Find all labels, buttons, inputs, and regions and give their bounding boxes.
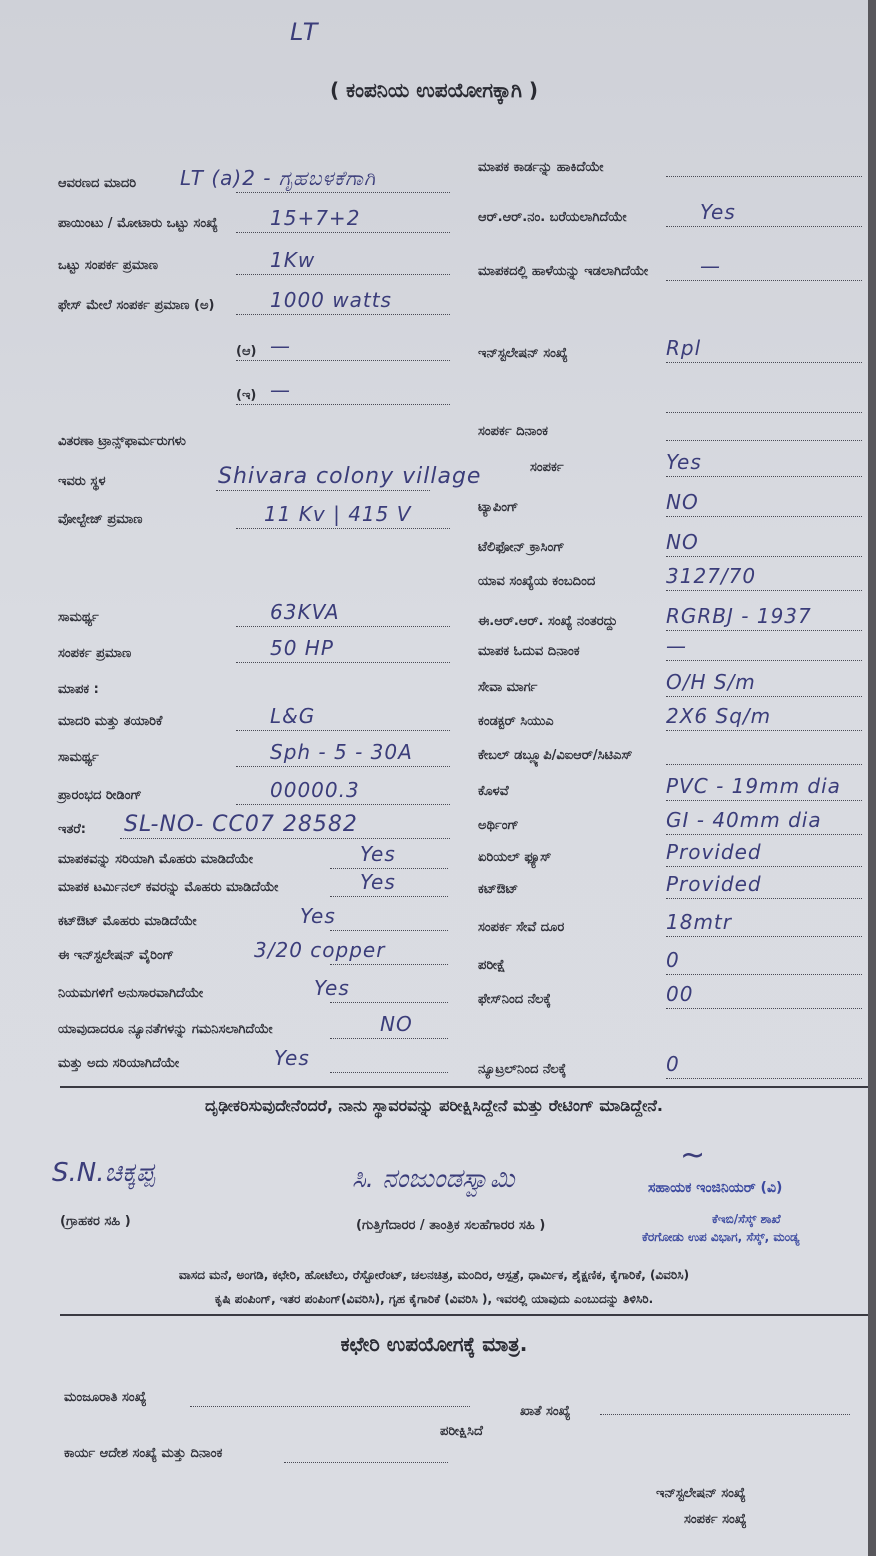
left-field-value: 63KVA [270,600,340,624]
right-field-label: ಕೊಳವೆ [478,784,509,799]
left-field-value: 3/20 copper [254,938,386,962]
fill-in-line [330,930,448,931]
left-field-label: ಪಾಯಿಂಟು / ಮೋಟಾರು ಒಟ್ಟು ಸಂಖ್ಯೆ [58,216,218,231]
left-field-value: 1000 watts [270,288,392,312]
left-field-label: ಮಾಪಕ : [58,682,99,697]
left-field-label: ಮತ್ತು ಅದು ಸರಿಯಾಗಿದೆಯೇ [58,1056,180,1071]
right-field-label: ಮಾಪಕದಲ್ಲಿ ಹಾಳೆಯನ್ನು ಇಡಲಾಗಿದೆಯೇ [478,264,649,279]
left-field-value: Yes [314,976,350,1000]
fill-in-line [666,974,862,975]
fill-in-line [236,528,450,529]
fill-in-line [666,556,862,557]
right-field-value: 3127/70 [666,564,757,588]
divider [60,1086,868,1088]
right-field-value: — [700,254,721,278]
left-field-label: ಇತರೆ: [58,822,86,837]
left-field-label: ಸಾಮರ್ಥ್ಯ [58,750,99,765]
fill-in-line [666,834,862,835]
fill-in-line [216,490,430,491]
left-field-label: ಇವರು ಸ್ಥಳ [58,474,106,489]
right-field-label: ಸಂಪರ್ಕ ಸೇವೆ ದೂರ [478,920,565,935]
engineer-signature: ~ [680,1138,706,1173]
work-order-line [284,1462,448,1463]
page-edge-shadow [868,0,876,1556]
fill-in-line [236,314,450,315]
right-field-value: 00 [666,982,694,1006]
left-field-value: 11 Kv | 415 V [264,502,412,526]
right-field-label: ಮಾಪಕ ಕಾರ್ಡನ್ನು ಹಾಕಿದೆಯೇ [478,160,604,175]
left-field-label: ಕಟ್‌ಔಟ್ ಮೊಹರು ಮಾಡಿದೆಯೇ [58,914,197,929]
sanction-number-line [190,1406,470,1407]
left-field-label: ಯಾವುದಾದರೂ ನ್ಯೂನತೆಗಳನ್ನು ಗಮನಿಸಲಾಗಿದೆಯೇ [58,1022,273,1037]
right-field-value: Provided [666,872,762,896]
fill-in-line [236,404,450,405]
right-field-value: GI - 40mm dia [666,808,822,832]
fill-in-line [666,660,862,661]
fill-in-line [666,176,862,177]
right-field-value: 0 [666,1052,680,1076]
right-field-label: ಸೇವಾ ಮಾರ್ಗ [478,680,538,695]
fill-in-line [236,626,450,627]
fill-in-line [330,868,448,869]
left-field-label: ಸಂಪರ್ಕ ಪ್ರಮಾಣ [58,646,132,661]
stamp-line-3: ಕೆರಗೋಡು ಉಪ ವಿಭಾಗ, ಸೆಸ್ಕ್, ಮಂಡ್ಯ [642,1230,800,1244]
fill-in-line [330,896,448,897]
right-field-label: ಸಂಪರ್ಕ [530,460,564,475]
note-line-2: ಕೃಷಿ ಪಂಪಿಂಗ್, ಇತರ ಪಂಪಿಂಗ್(ವಿವರಿಸಿ), ಗೃಹ ಕೈಗಾರಿಕೆ (ವಿವರಿಸಿ ), ಇವರಲ್ಲಿ ಯಾವುದು ಎಂಬುದನ್ನು ತಿಳಿಸಿರಿ. [214,1292,654,1306]
right-field-value: 18mtr [666,910,732,934]
right-field-value: Yes [666,450,702,474]
fill-in-line [666,412,862,413]
right-field-label: ಫೇಸ್‌ನಿಂದ ನೆಲಕ್ಕೆ [478,992,551,1007]
fill-in-line [330,1038,448,1039]
fill-in-line [666,898,862,899]
right-field-label: ಕಂಡಕ್ಟರ್ ಸಿಯುಎ [478,714,554,729]
right-field-value: RGRBJ - 1937 [666,604,812,628]
fill-in-line [120,838,450,839]
fill-in-line [666,730,862,731]
fill-in-line [330,964,448,965]
left-field-label: ಮಾಪಕ ಟರ್ಮಿನಲ್ ಕವರನ್ನು ಮೊಹರು ಮಾಡಿದೆಯೇ [58,880,279,895]
right-field-label: ಟ್ಯಾಪಿಂಗ್ [478,500,519,515]
connection-number-label: ಸಂಪರ್ಕ ಸಂಖ್ಯೆ [684,1512,747,1527]
fill-in-line [236,804,450,805]
right-field-label: ಮಾಪಕ ಓದುವ ದಿನಾಂಕ [478,644,580,659]
fill-in-line [666,226,862,227]
fill-in-line [666,800,862,801]
left-field-value: LT (a)2 - ಗೃಹಬಳಕೆಗಾಗಿ [180,166,376,190]
contractor-signature: ಸಿ. ನಂಜುಂಡಸ್ವಾಮಿ [352,1164,515,1194]
left-field-label: ಆವರಣದ ಮಾದರಿ [58,176,137,191]
left-field-value: Yes [300,904,336,928]
right-field-label: ಪರೀಕ್ಷೆ [478,958,506,973]
fill-in-line [236,730,450,731]
right-field-value: — [666,634,687,658]
fill-in-line [236,766,450,767]
right-field-value: 2X6 Sq/m [666,704,772,728]
right-field-value: Rpl [666,336,702,360]
customer-signature: S.N.ಚಿಕ್ಕಪ್ಪ [52,1158,155,1188]
left-field-label: ವೋಲ್ಟೇಜ್ ಪ್ರಮಾಣ [58,512,143,527]
left-field-label: ಪ್ರಾರಂಭದ ರೀಡಿಂಗ್ [58,788,142,803]
fill-in-line [666,696,862,697]
right-field-value: NO [666,490,699,514]
left-field-value: SL-NO- CC07 28582 [124,812,358,837]
installation-number-label: ಇನ್‌ಸ್ಟಲೇಷನ್ ಸಂಖ್ಯೆ [656,1486,746,1501]
left-field-value: — [270,378,291,402]
left-field-label: ಮಾಪಕವನ್ನು ಸರಿಯಾಗಿ ಮೊಹರು ಮಾಡಿದೆಯೇ [58,852,253,867]
lt-mark: LT [290,18,319,46]
right-field-label: ನ್ಯೂಟ್ರಲ್‌ನಿಂದ ನೆಲಕ್ಕೆ [478,1062,567,1077]
left-field-value: Sph - 5 - 30A [270,740,413,764]
office-heading: ಕಛೇರಿ ಉಪಯೋಗಕ್ಕೆ ಮಾತ್ರ. [340,1332,528,1356]
account-number-label: ಖಾತೆ ಸಂಖ್ಯೆ [520,1404,571,1419]
customer-caption: (ಗ್ರಾಹಕರ ಸಹಿ ) [60,1214,131,1229]
left-field-label: ನಿಯಮಗಳಿಗೆ ಅನುಸಾರವಾಗಿದೆಯೇ [58,986,204,1001]
sanction-number-label: ಮಂಜೂರಾತಿ ಸಂಖ್ಯೆ [64,1390,147,1405]
left-field-label: ವಿತರಣಾ ಟ್ರಾನ್ಸ್‌ಫಾರ್ಮರುಗಳು [58,434,186,449]
fill-in-line [666,280,862,281]
checked-label: ಪರೀಕ್ಷಿಸಿದೆ [440,1424,483,1439]
left-field-label: ಸಾಮರ್ಥ್ಯ [58,610,99,625]
left-field-value: Yes [360,870,396,894]
right-field-label: ಕೇಬಲ್ ಡಬ್ಲ್ಯೂಪಿ/ವಿಐಆರ್/ಸಿಟಿಎಸ್ [478,748,633,763]
fill-in-line [236,192,450,193]
left-field-label: (ಇ) [236,388,257,403]
fill-in-line [330,1072,448,1073]
right-field-value: Provided [666,840,762,864]
divider-2 [60,1314,868,1316]
right-field-label: ಅರ್ಥಿಂಗ್ [478,818,519,833]
fill-in-line [666,630,862,631]
form-title: ( ಕಂಪನಿಯ ಉಪಯೋಗಕ್ಕಾಗಿ ) [329,78,539,102]
right-field-label: ಕಟ್‌ಔಟ್ [478,882,519,897]
right-field-label: ಇನ್‌ಸ್ಟಲೇಷನ್ ಸಂಖ್ಯೆ [478,346,568,361]
fill-in-line [666,590,862,591]
left-field-label: (ಆ) [236,344,257,359]
fill-in-line [666,476,862,477]
fill-in-line [666,516,862,517]
left-field-value: 00000.3 [270,778,360,802]
left-field-value: L&G [270,704,316,728]
fill-in-line [666,1008,862,1009]
fill-in-line [236,232,450,233]
fill-in-line [666,866,862,867]
contractor-caption: (ಗುತ್ತಿಗೆದಾರರ / ತಾಂತ್ರಿಕ ಸಲಹೆಗಾರರ ಸಹಿ ) [356,1218,546,1233]
left-field-value: 50 HP [270,636,334,660]
right-field-label: ಈ.ಆರ್.ಆರ್. ಸಂಖ್ಯೆ ನಂತರದ್ದು [478,614,618,629]
left-field-value: NO [380,1012,413,1036]
work-order-label: ಕಾರ್ಯ ಆದೇಶ ಸಂಖ್ಯೆ ಮತ್ತು ದಿನಾಂಕ [64,1446,223,1461]
fill-in-line [236,360,450,361]
right-field-label: ಏರಿಯಲ್ ಫ್ಯೂಸ್ [478,850,552,865]
right-field-value: O/H S/m [666,670,756,694]
account-number-line [600,1414,850,1415]
fill-in-line [666,1078,862,1079]
left-field-value: Yes [360,842,396,866]
fill-in-line [666,440,862,441]
left-field-label: ಒಟ್ಟು ಸಂಪರ್ಕ ಪ್ರಮಾಣ [58,258,158,273]
note-line-1: ವಾಸದ ಮನೆ, ಅಂಗಡಿ, ಕಛೇರಿ, ಹೋಟೆಲು, ರೆಸ್ಟೋರೆಂಟ್, ಚಲನಚಿತ್ರ, ಮಂದಿರ, ಆಸ್ಪತ್ರೆ, ಧಾರ್ಮಿಕ, ಶೈಕ್ಷಣಿಕ, ಕೈಗಾರಿಕೆ, (ವಿವರಿಸಿ) [178,1268,690,1282]
right-field-value: Yes [700,200,736,224]
fill-in-line [330,1002,448,1003]
right-field-label: ಟೆಲಿಫೋನ್ ಕ್ರಾಸಿಂಗ್ [478,540,565,555]
left-field-value: — [270,334,291,358]
left-field-label: ಈ ಇನ್‌ಸ್ಟಲೇಷನ್ ವೈರಿಂಗ್ [58,948,174,963]
fill-in-line [666,362,862,363]
fill-in-line [666,764,862,765]
right-field-value: PVC - 19mm dia [666,774,841,798]
right-field-value: NO [666,530,699,554]
fill-in-line [236,274,450,275]
fill-in-line [236,662,450,663]
left-field-label: ಫೇಸ್ ಮೇಲೆ ಸಂಪರ್ಕ ಪ್ರಮಾಣ (ಅ) [58,298,215,313]
left-field-value: Yes [274,1046,310,1070]
right-field-label: ಸಂಪರ್ಕ ದಿನಾಂಕ [478,424,548,439]
stamp-line-1: ಸಹಾಯಕ ಇಂಜಿನಿಯರ್ (ವಿ) [648,1180,783,1196]
left-field-value: Shivara colony village [218,464,482,489]
right-field-label: ಯಾವ ಸಂಖ್ಯೆಯ ಕಂಬದಿಂದ [478,574,596,589]
declaration: ದೃಢೀಕರಿಸುವುದೇನೆಂದರೆ, ನಾನು ಸ್ಥಾವರವನ್ನು ಪರೀಕ್ಷಿಸಿದ್ದೇನೆ ಮತ್ತು ರೇಟಿಂಗ್ ಮಾಡಿದ್ದೇನೆ. [205,1096,663,1115]
right-field-label: ಆರ್.ಆರ್.ನಂ. ಬರೆಯಲಾಗಿದೆಯೇ [478,210,627,225]
left-field-value: 15+7+2 [270,206,361,230]
left-field-value: 1Kw [270,248,316,272]
fill-in-line [666,936,862,937]
stamp-line-2: ಕೆಇಬಿ/ಸೆಸ್ಕ್ ಶಾಖೆ [712,1212,781,1226]
left-field-label: ಮಾದರಿ ಮತ್ತು ತಯಾರಿಕೆ [58,714,163,729]
right-field-value: 0 [666,948,680,972]
